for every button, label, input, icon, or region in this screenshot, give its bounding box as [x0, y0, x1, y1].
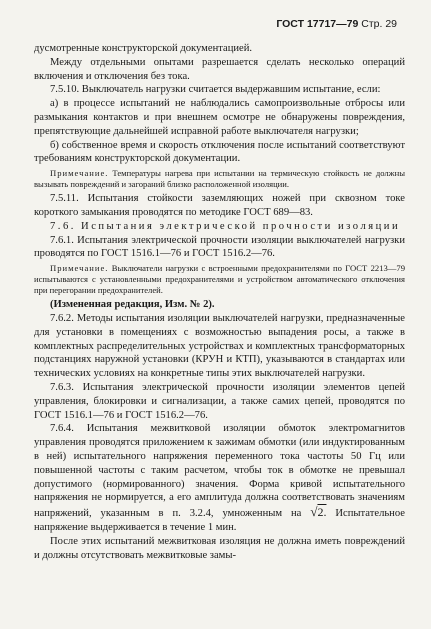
paragraph: 7.6.1. Испытания электрической прочности изоляции выключателей нагрузки проводятся по ГОСТ 1516.1—76 и ГОСТ 1516.2—76.	[34, 234, 405, 260]
paragraph: 7.5.10. Выключатель нагрузки считается выдержавшим испытание, если:	[50, 84, 381, 96]
page-header	[276, 18, 397, 30]
note-text: Выключатели нагрузки с встроенными предохранителями по ГОСТ 2213—79 испытываются с установленными предохранителями и устройством автоматического отключения при перегорании предохранителей.	[34, 263, 405, 296]
sqrt-value: 2.	[317, 505, 327, 520]
note-paragraph	[34, 168, 405, 190]
page-number: Стр. 29	[361, 18, 397, 30]
paragraph: дусмотренные конструкторской документацией.	[34, 43, 253, 54]
standard-number: ГОСТ 17717—79	[276, 18, 359, 30]
note-label: Примечание.	[50, 263, 109, 274]
paragraph: 7.6.2. Методы испытания изоляции выключателей нагрузки, предназначенные для установки в помещениях с возможностью выпадения росы, а также в комплектных распределительных устройствах и комплектных трансформаторных подстанциях наружной установки (КРУН и КТП), указываются в стандартах или технических условиях на конкретные типы этих выключателей нагрузки.	[34, 312, 405, 380]
section-heading: 7.6. Испытания электрической прочности изоляции	[50, 220, 401, 232]
note-paragraph	[34, 263, 405, 296]
paragraph-text: Испытательное напряжение выдерживается в течение 1 мин.	[34, 508, 405, 533]
paragraph-text: 7.6.4. Испытания межвитковой изоляции обмоток электромагнитов управления проводятся приложением к зажимам обмотки (или индуктированным в ней) испытательного напряжения переменного тока частоты 50 Гц или повышенной частоты с таким расчетом, чтобы ток в обмотке не превышал допустимого (нормированного) значения. Форма кривой испытательного напряжения не нормируется, а его амплитуда должна соответствовать значениям напряжений, указанным в п. 3.2.4, умноженным на	[34, 423, 405, 520]
paragraph: После этих испытаний межвитковая изоляция не должна иметь повреждений и должны отсутствовать межвитковые замы-	[34, 535, 405, 561]
paragraph: 7.6.3. Испытания электрической прочности изоляции элементов цепей управления, блокировки и сигнализации, а также самих цепей, проводятся по ГОСТ 1516.1—76 и ГОСТ 1516.2—76.	[34, 381, 405, 421]
paragraph: б) собственное время и скорость отключения после испытаний соответствуют требованиям конструкторской документации.	[34, 139, 405, 165]
paragraph: 7.5.11. Испытания стойкости заземляющих ножей при сквозном токе короткого замыкания проводятся по методике ГОСТ 689—83.	[34, 193, 405, 218]
sqrt-expression	[310, 505, 326, 519]
note-label: Примечание.	[50, 168, 109, 179]
amendment-note: (Измененная редакция, Изм. № 2).	[50, 299, 215, 311]
document-body	[34, 42, 405, 562]
paragraph: а) в процессе испытаний не наблюдались самопроизвольные отбросы или размыкания контактов и при внешнем осмотре не обнаружены повреждения, препятствующие дальнейшей исправной работе выключателя нагрузки;	[34, 98, 405, 137]
sqrt-symbol: √	[310, 504, 318, 520]
note-text: Температуры нагрева при испытании на термическую стойкость не должны вызывать повреждений и загораний близко расположенной изоляции.	[34, 168, 405, 190]
paragraph	[34, 422, 405, 534]
paragraph: Между отдельными опытами разрешается сделать несколько операций включения и отключения без тока.	[34, 56, 405, 82]
